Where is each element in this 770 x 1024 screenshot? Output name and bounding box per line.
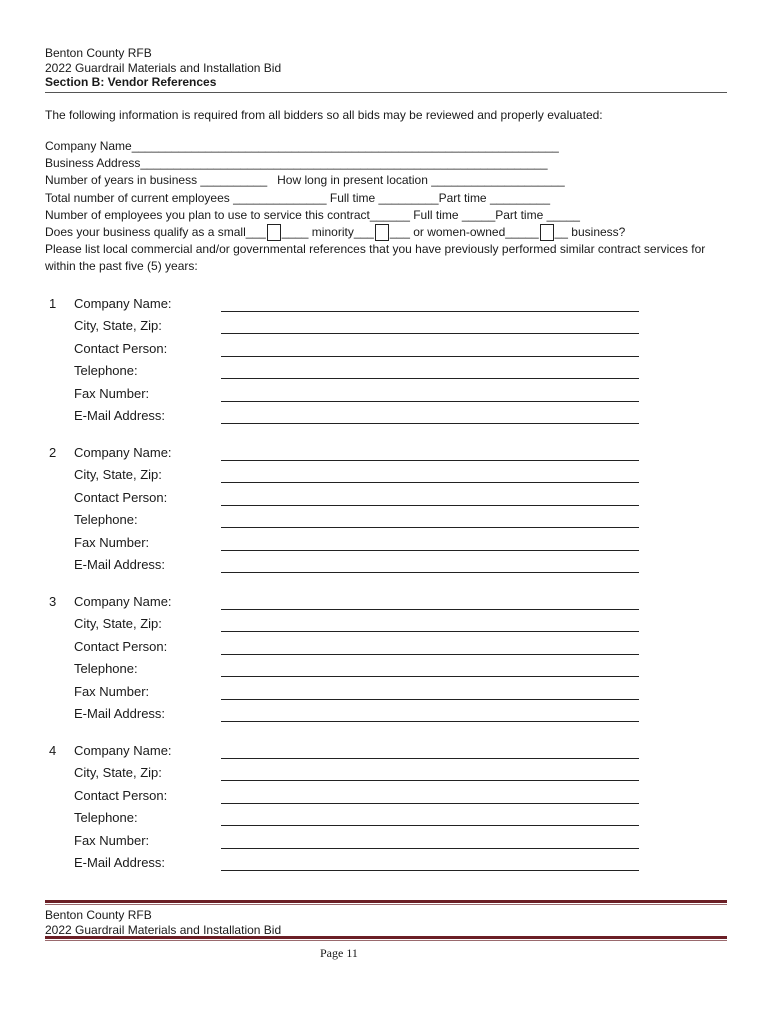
reference-field-input-line[interactable] xyxy=(221,870,639,871)
reference-field-label: City, State, Zip: xyxy=(74,467,162,483)
reference-field-label: City, State, Zip: xyxy=(74,616,162,632)
planned-employees-field[interactable]: Number of employees you plan to use to service this contract______ Full time _____Part time _____ xyxy=(45,207,580,222)
reference-field-row xyxy=(74,363,639,385)
qualify-minority-label: ____ minority___ xyxy=(281,225,374,240)
reference-field-label: Telephone: xyxy=(74,512,138,528)
references-prompt: Please list local commercial and/or governmental references that you have previously performed similar contract services for within the past five (5) years: xyxy=(45,242,706,274)
reference-field-input-line[interactable] xyxy=(221,401,639,402)
references-list xyxy=(45,296,645,892)
reference-field-input-line[interactable] xyxy=(221,378,639,379)
reference-field-input-line[interactable] xyxy=(221,676,639,677)
reference-field-row xyxy=(74,639,639,661)
page-number: Page 11 xyxy=(320,946,358,960)
vendor-info-block xyxy=(45,138,735,276)
footer-rule-bottom-thin xyxy=(45,940,727,941)
reference-field-input-line[interactable] xyxy=(221,423,639,424)
reference-field-input-line[interactable] xyxy=(221,505,639,506)
reference-field-input-line[interactable] xyxy=(221,550,639,551)
reference-field-input-line[interactable] xyxy=(221,572,639,573)
header-divider xyxy=(45,92,727,93)
footer-bid-name: 2022 Guardrail Materials and Installation Bid xyxy=(45,922,282,937)
reference-field-label: Company Name: xyxy=(74,445,172,460)
business-address-field[interactable]: Business Address_____________________________________________________________ xyxy=(45,156,548,171)
reference-field-input-line[interactable] xyxy=(221,482,639,483)
reference-field-label: Telephone: xyxy=(74,661,138,677)
reference-field-row xyxy=(74,810,639,832)
reference-field-label: Fax Number: xyxy=(74,385,150,401)
page-header xyxy=(45,46,727,90)
footer-rule-top xyxy=(45,900,727,903)
reference-field-label: Company Name: xyxy=(74,743,172,758)
reference-field-input-line[interactable] xyxy=(221,803,639,804)
reference-field-label: City, State, Zip: xyxy=(74,765,162,781)
qualify-small-label: Does your business qualify as a small___ xyxy=(45,225,266,240)
reference-field-input-line[interactable] xyxy=(221,631,639,632)
reference-field-row xyxy=(74,408,639,430)
reference-field-row xyxy=(74,743,639,765)
reference-field-label: Fax Number: xyxy=(74,683,150,699)
reference-field-label: Fax Number: xyxy=(74,534,150,550)
intro-text: The following information is required from all bidders so all bids may be reviewed and properly evaluated: xyxy=(45,108,603,122)
reference-field-row xyxy=(74,341,639,363)
reference-field-label: Contact Person: xyxy=(74,787,168,803)
reference-field-input-line[interactable] xyxy=(221,356,639,357)
reference-field-label: Contact Person: xyxy=(74,638,168,654)
header-bid-name: 2022 Guardrail Materials and Installation Bid xyxy=(45,60,282,75)
reference-field-label: Fax Number: xyxy=(74,832,150,848)
reference-number: 3 xyxy=(49,594,57,609)
reference-field-row xyxy=(74,535,639,557)
reference-field-row xyxy=(74,855,639,877)
reference-field-label: E-Mail Address: xyxy=(74,408,166,423)
reference-field-input-line[interactable] xyxy=(221,333,639,334)
reference-field-input-line[interactable] xyxy=(221,758,639,759)
total-employees-field[interactable]: Total number of current employees ______________ Full time _________Part time _________ xyxy=(45,190,551,205)
reference-field-label: Telephone: xyxy=(74,810,138,826)
reference-field-input-line[interactable] xyxy=(221,848,639,849)
footer-rule-top-thin xyxy=(45,904,727,905)
reference-field-input-line[interactable] xyxy=(221,527,639,528)
business-qualification-line xyxy=(45,224,735,241)
reference-field-row xyxy=(74,386,639,408)
reference-field-label: E-Mail Address: xyxy=(74,855,166,870)
reference-block xyxy=(45,594,645,743)
small-business-checkbox[interactable] xyxy=(267,224,281,241)
reference-field-input-line[interactable] xyxy=(221,460,639,461)
reference-field-row xyxy=(74,445,639,467)
years-in-business-field[interactable]: Number of years in business __________ How long in present location ____________________ xyxy=(45,173,565,188)
reference-field-label: Company Name: xyxy=(74,296,172,311)
reference-field-label: Telephone: xyxy=(74,363,138,379)
reference-field-label: E-Mail Address: xyxy=(74,557,166,572)
reference-field-input-line[interactable] xyxy=(221,780,639,781)
reference-field-row xyxy=(74,557,639,579)
reference-field-row xyxy=(74,296,639,318)
section-title: Section B: Vendor References xyxy=(45,75,217,89)
reference-number: 1 xyxy=(49,296,57,311)
reference-field-row xyxy=(74,318,639,340)
reference-field-input-line[interactable] xyxy=(221,825,639,826)
header-title: Benton County RFB xyxy=(45,46,152,60)
company-name-field[interactable]: Company Name________________________________________________________________ xyxy=(45,139,559,153)
reference-field-row xyxy=(74,788,639,810)
reference-field-input-line[interactable] xyxy=(221,609,639,610)
reference-field-label: City, State, Zip: xyxy=(74,318,162,334)
footer-rule-bottom xyxy=(45,936,727,939)
qualify-business-label: __ business? xyxy=(554,225,626,240)
reference-field-row xyxy=(74,594,639,616)
reference-field-row xyxy=(74,706,639,728)
reference-field-label: Company Name: xyxy=(74,594,172,609)
reference-field-input-line[interactable] xyxy=(221,654,639,655)
reference-field-row xyxy=(74,490,639,512)
women-owned-checkbox[interactable] xyxy=(540,224,554,241)
reference-field-row xyxy=(74,833,639,855)
reference-block xyxy=(45,296,645,445)
reference-field-input-line[interactable] xyxy=(221,721,639,722)
reference-field-row xyxy=(74,765,639,787)
minority-business-checkbox[interactable] xyxy=(375,224,389,241)
reference-field-input-line[interactable] xyxy=(221,699,639,700)
qualify-women-label: ___ or women-owned_____ xyxy=(389,225,539,240)
reference-block xyxy=(45,743,645,892)
footer-title: Benton County RFB xyxy=(45,908,152,922)
reference-field-label: Contact Person: xyxy=(74,340,168,356)
reference-field-row xyxy=(74,684,639,706)
reference-field-row xyxy=(74,661,639,683)
reference-block xyxy=(45,445,645,594)
reference-number: 2 xyxy=(49,445,57,460)
reference-field-input-line[interactable] xyxy=(221,311,639,312)
page-footer xyxy=(45,908,281,937)
reference-field-label: Contact Person: xyxy=(74,489,168,505)
reference-field-row xyxy=(74,616,639,638)
reference-field-label: E-Mail Address: xyxy=(74,706,166,721)
reference-field-row xyxy=(74,512,639,534)
reference-field-row xyxy=(74,467,639,489)
reference-number: 4 xyxy=(49,743,57,758)
